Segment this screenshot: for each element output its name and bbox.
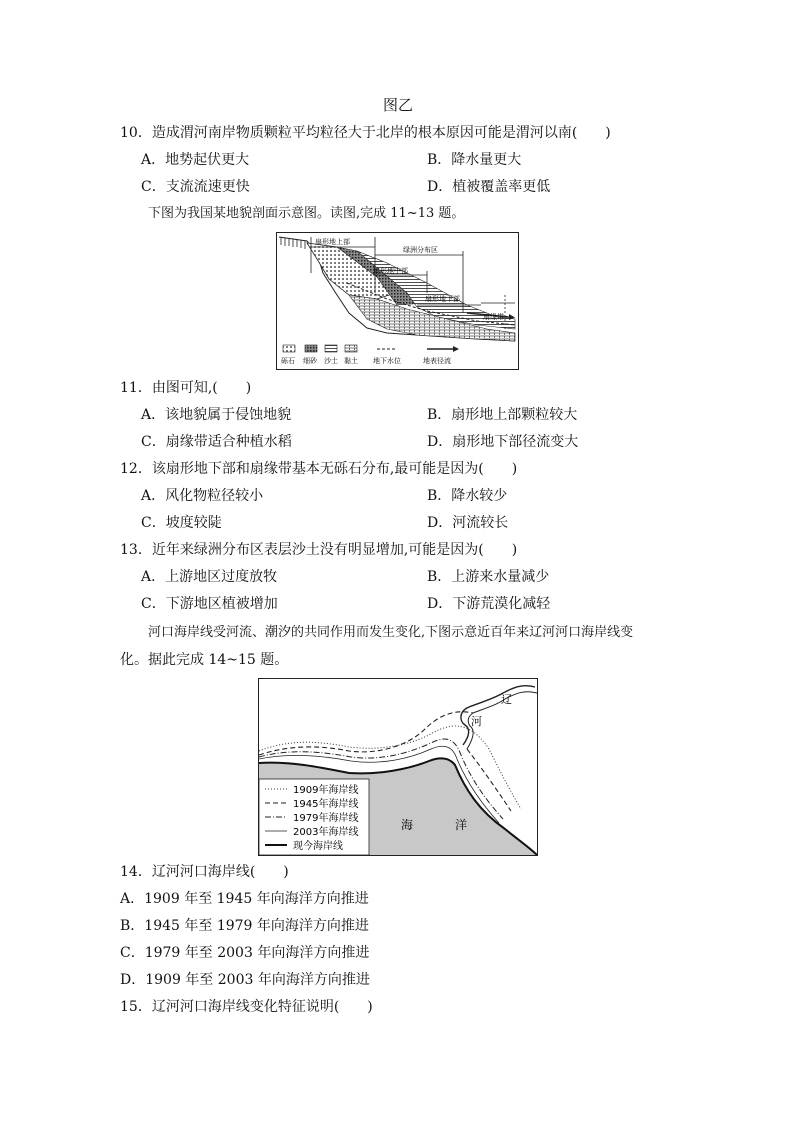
legend-fine-sand: 细砂 <box>303 357 317 365</box>
sea-label-1: 海 <box>401 818 414 832</box>
q14-option-b[interactable]: B．1945 年至 1979 年向海洋方向推进 <box>120 918 369 934</box>
legend-gravel: 砾石 <box>281 357 295 365</box>
question-12-stem: 12．该扇形地下部和扇缘带基本无砾石分布,最可能是因为( ) <box>120 461 518 477</box>
question-13-stem: 13．近年来绿洲分布区表层沙土没有明显增加,可能是因为( ) <box>120 542 518 558</box>
q10-option-d[interactable]: D．植被覆盖率更低 <box>427 179 551 195</box>
q10-option-b[interactable]: B．降水量更大 <box>427 152 522 168</box>
q14-option-a[interactable]: A．1909 年至 1945 年向海洋方向推进 <box>120 891 369 907</box>
q12-option-d[interactable]: D．河流较长 <box>427 515 509 531</box>
q14-option-c[interactable]: C．1979 年至 2003 年向海洋方向推进 <box>120 945 370 961</box>
label-fan-middle: 扇形地中部 <box>373 267 408 275</box>
intro-14-15-line-1: 河口海岸线受河流、潮汐的共同作用而发生变化,下图示意近百年来辽河河口海岸线变 <box>148 625 634 640</box>
q10-option-a[interactable]: A．地势起伏更大 <box>141 152 250 168</box>
alluvial-fan-profile-figure <box>276 232 519 370</box>
liaohe-coastline-map <box>258 678 538 856</box>
legend-sand-soil: 沙土 <box>324 357 338 365</box>
q11-option-a[interactable]: A．该地貌属于侵蚀地貌 <box>141 407 292 423</box>
river-label-liao: 辽 <box>501 693 512 706</box>
legend-groundwater: 地下水位 <box>373 357 401 365</box>
question-11-stem: 11．由图可知,( ) <box>120 380 252 396</box>
sea-label-2: 洋 <box>455 818 468 832</box>
label-fan-lower: 扇形地下部 <box>425 295 460 303</box>
label-oasis-zone: 绿洲分布区 <box>403 246 438 254</box>
question-14-stem: 14．辽河河口海岸线( ) <box>120 864 289 880</box>
question-15-stem: 15．辽河河口海岸线变化特征说明( ) <box>120 999 373 1015</box>
river-label-he: 河 <box>471 715 482 728</box>
q13-option-a[interactable]: A．上游地区过度放牧 <box>141 569 278 585</box>
legend-1979: 1979年海岸线 <box>293 813 359 824</box>
legend-1909: 1909年海岸线 <box>293 785 359 796</box>
legend-2003: 2003年海岸线 <box>293 827 359 838</box>
figure-caption: 图乙 <box>383 96 414 114</box>
label-fan-edge: 扇缘带 <box>483 313 504 321</box>
q14-option-d[interactable]: D．1909 年至 2003 年向海洋方向推进 <box>120 972 370 988</box>
legend-clay: 黏土 <box>344 357 358 365</box>
q12-option-c[interactable]: C．坡度较陡 <box>141 515 222 531</box>
q12-option-b[interactable]: B．降水较少 <box>427 488 508 504</box>
legend-surface-runoff: 地表径流 <box>423 357 451 365</box>
legend-1945: 1945年海岸线 <box>293 799 359 810</box>
q11-option-b[interactable]: B．扇形地上部颗粒较大 <box>427 407 578 423</box>
q13-option-c[interactable]: C．下游地区植被增加 <box>141 596 278 612</box>
q11-option-d[interactable]: D．扇形地下部径流变大 <box>427 434 579 450</box>
question-10-stem: 10．造成渭河南岸物质颗粒平均粒径大于北岸的根本原因可能是渭河以南( ) <box>120 125 611 141</box>
q12-option-a[interactable]: A．风化物粒径较小 <box>141 488 264 504</box>
intro-11-13: 下图为我国某地貌剖面示意图。读图,完成 11~13 题。 <box>148 206 465 221</box>
q11-option-c[interactable]: C．扇缘带适合种植水稻 <box>141 434 292 450</box>
q10-option-c[interactable]: C．支流流速更快 <box>141 179 250 195</box>
q13-option-b[interactable]: B．上游来水量减少 <box>427 569 550 585</box>
q13-option-d[interactable]: D．下游荒漠化减轻 <box>427 596 551 612</box>
label-fan-upper: 扇形地上部 <box>315 238 350 246</box>
legend-present: 现今海岸线 <box>293 841 343 852</box>
intro-14-15-line-2: 化。据此完成 14~15 题。 <box>120 652 289 668</box>
